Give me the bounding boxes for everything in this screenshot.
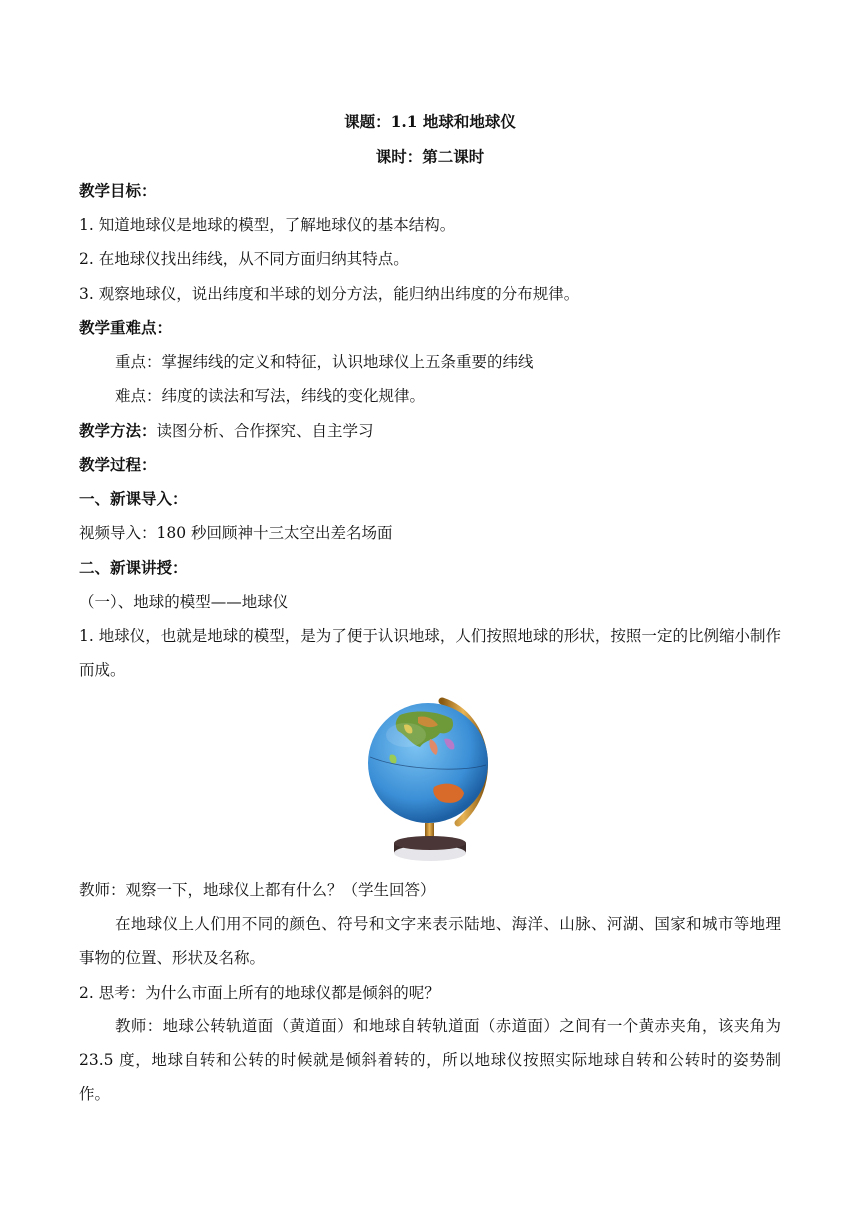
methods-line: [79, 421, 781, 441]
lesson-period: 课时：第二课时: [375, 147, 485, 166]
difficulty-text: 难点：纬度的读法和写法，纬线的变化规律。: [115, 387, 426, 405]
intro-text: 视频导入：180 秒回顾神十三太空出差名场面: [79, 524, 393, 542]
objective-item: 3. 观察地球仪，说出纬度和半球的划分方法，能归纳出纬度的分布规律。: [79, 285, 580, 303]
paragraph: 1. 地球仪，也就是地球的模型，是为了便于认识地球，人们按照地球的形状，按照一定的比例缩小制作而成。: [79, 627, 781, 679]
lesson-heading: 二、新课讲授：: [79, 558, 188, 577]
lesson-title: 课题：1.1 地球和地球仪: [344, 112, 516, 131]
paragraph: 在地球仪上人们用不同的颜色、符号和文字来表示陆地、海洋、山脉、河湖、国家和城市等地理事物的位置、形状及名称。: [79, 915, 781, 967]
process-heading: 教学过程：: [79, 455, 157, 474]
keypoints-heading: 教学重难点：: [79, 318, 173, 337]
objectives-heading: 教学目标：: [79, 181, 157, 200]
globe-image: [360, 695, 500, 865]
methods-value: 读图分析、合作探究、自主学习: [156, 422, 374, 440]
keypoint-text: 重点：掌握纬线的定义和特征，认识地球仪上五条重要的纬线: [115, 353, 534, 371]
intro-heading: 一、新课导入：: [79, 489, 188, 508]
methods-label: 教学方法：: [79, 421, 157, 440]
teacher-question: 教师：观察一下，地球仪上都有什么？（学生回答）: [79, 881, 436, 899]
section-heading: （一）、地球的模型——地球仪: [79, 593, 289, 611]
objective-item: 1. 知道地球仪是地球的模型，了解地球仪的基本结构。: [79, 216, 456, 234]
think-question: 2. 思考：为什么市面上所有的地球仪都是倾斜的呢？: [79, 984, 440, 1002]
objective-item: 2. 在地球仪找出纬线，从不同方面归纳其特点。: [79, 250, 409, 268]
paragraph: 教师：地球公转轨道面（黄道面）和地球自转轨道面（赤道面）之间有一个黄赤夹角，该夹角为 23.5 度，地球自转和公转的时候就是倾斜着转的，所以地球仪按照实际地球自转和公转时的姿势制作。: [79, 1017, 781, 1103]
